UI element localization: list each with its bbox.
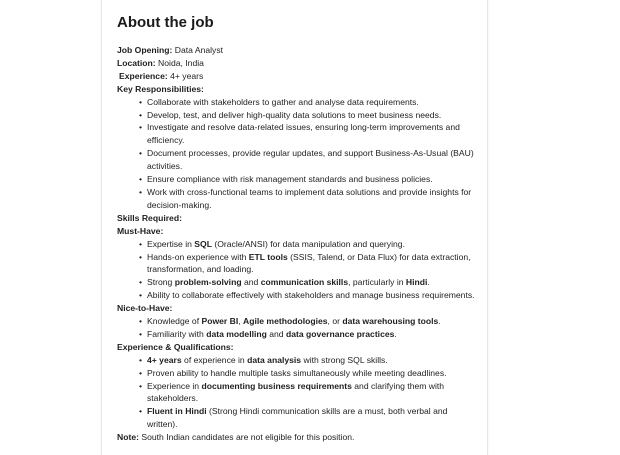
key-responsibilities-heading: Key Responsibilities: (117, 83, 204, 94)
responsibility-item: • Develop, test, and deliver high-quality data solutions to meet business needs. (139, 109, 479, 122)
job-opening-line (117, 44, 479, 57)
bold-span: 4+ years (147, 354, 182, 365)
responsibility-item: • Collaborate with stakeholders to gather and analyse data requirements. (139, 96, 479, 109)
text-span: Experience in (147, 380, 202, 391)
bold-span: ETL tools (248, 251, 288, 262)
job-description-content (117, 13, 479, 444)
text-span: Familiarity with (147, 328, 207, 339)
must-have-item (139, 276, 479, 289)
text-span: Expertise in (147, 238, 195, 249)
bold-span: Agile methodologies (243, 316, 328, 327)
experience-qualifications-list (117, 354, 479, 431)
text-span: with strong SQL skills. (301, 354, 388, 365)
skills-required-heading: Skills Required: (117, 212, 182, 223)
bold-span: Fluent in Hindi (147, 406, 207, 417)
nice-to-have-list (117, 315, 479, 341)
must-have-item (139, 251, 479, 277)
qualification-item (139, 354, 479, 367)
experience-value: 4+ years (167, 70, 204, 81)
text-span: of experience in (181, 354, 248, 365)
note-text: South Indian candidates are not eligible for this position. (138, 432, 355, 443)
experience-label: Experience: (119, 70, 168, 81)
bold-span: SQL (194, 238, 212, 249)
text-span: Proven ability to handle multiple tasks simultaneously while meeting deadlines. (147, 367, 447, 378)
text-span: (Strong Hindi communication skills are a must, both verbal and written). (147, 406, 448, 430)
bold-span: data governance practices (285, 328, 395, 339)
bold-span: documenting business requirements (201, 380, 352, 391)
section-title: About the job (117, 14, 214, 31)
text-span: . (427, 277, 430, 288)
text-span: and (266, 328, 286, 339)
key-responsibilities-list (117, 96, 479, 212)
location-line (117, 57, 479, 70)
bold-span: Power BI (201, 316, 239, 327)
responsibility-item: • Investigate and resolve data-related issues, ensuring long-term improvements and efficiency. (139, 121, 479, 147)
job-opening-label: Job Opening: (117, 45, 173, 55)
location-label: Location: (117, 57, 156, 68)
responsibility-item: • Work with cross-functional teams to implement data solutions and provide insights for decision-making. (139, 186, 479, 212)
text-span: (Oracle/ANSI) for data manipulation and querying. (211, 238, 405, 249)
bold-span: data analysis (247, 354, 302, 365)
qualification-item (139, 367, 479, 380)
bold-span: data modelling (206, 328, 267, 339)
note-line (117, 431, 479, 444)
text-span: . (438, 316, 441, 327)
nice-to-have-item (139, 315, 479, 328)
qualification-item (139, 380, 479, 406)
responsibility-item: • Document processes, provide regular updates, and support Business-As-Usual (BAU) activities. (139, 147, 479, 173)
experience-line (117, 70, 479, 83)
must-have-item (139, 289, 479, 302)
responsibility-item: • Ensure compliance with risk management standards and business policies. (139, 173, 479, 186)
text-span: and clarifying them with stakeholders. (147, 380, 445, 404)
text-span: Strong (147, 277, 175, 288)
job-description-card (101, 0, 488, 455)
text-span: , (238, 316, 244, 327)
must-have-item (139, 238, 479, 251)
qualification-item (139, 405, 479, 431)
text-span: (SSIS, Talend, or Data Flux) for data extraction, transformation, and loading. (147, 251, 471, 275)
text-span: , particularly in (348, 277, 406, 288)
text-span: . (394, 328, 397, 339)
location-value: Noida, India (155, 57, 204, 68)
job-opening-value: Data Analyst (172, 45, 224, 55)
text-span: , or (327, 316, 343, 327)
nice-to-have-item (139, 328, 479, 341)
must-have-list (117, 238, 479, 303)
experience-qualifications-heading: Experience & Qualifications: (117, 341, 234, 352)
note-label: Note: (117, 432, 139, 443)
nice-to-have-heading: Nice-to-Have: (117, 303, 173, 314)
text-span: Hands-on experience with (147, 251, 249, 262)
must-have-heading: Must-Have: (117, 225, 164, 236)
bold-span: data warehousing tools (342, 316, 439, 327)
bold-span: Hindi (405, 277, 428, 288)
bold-span: problem-solving (174, 277, 242, 288)
text-span: Ability to collaborate effectively with stakeholders and manage business requirements. (147, 290, 475, 301)
bold-span: communication skills (260, 277, 349, 288)
text-span: and (241, 277, 261, 288)
text-span: Knowledge of (147, 316, 202, 327)
